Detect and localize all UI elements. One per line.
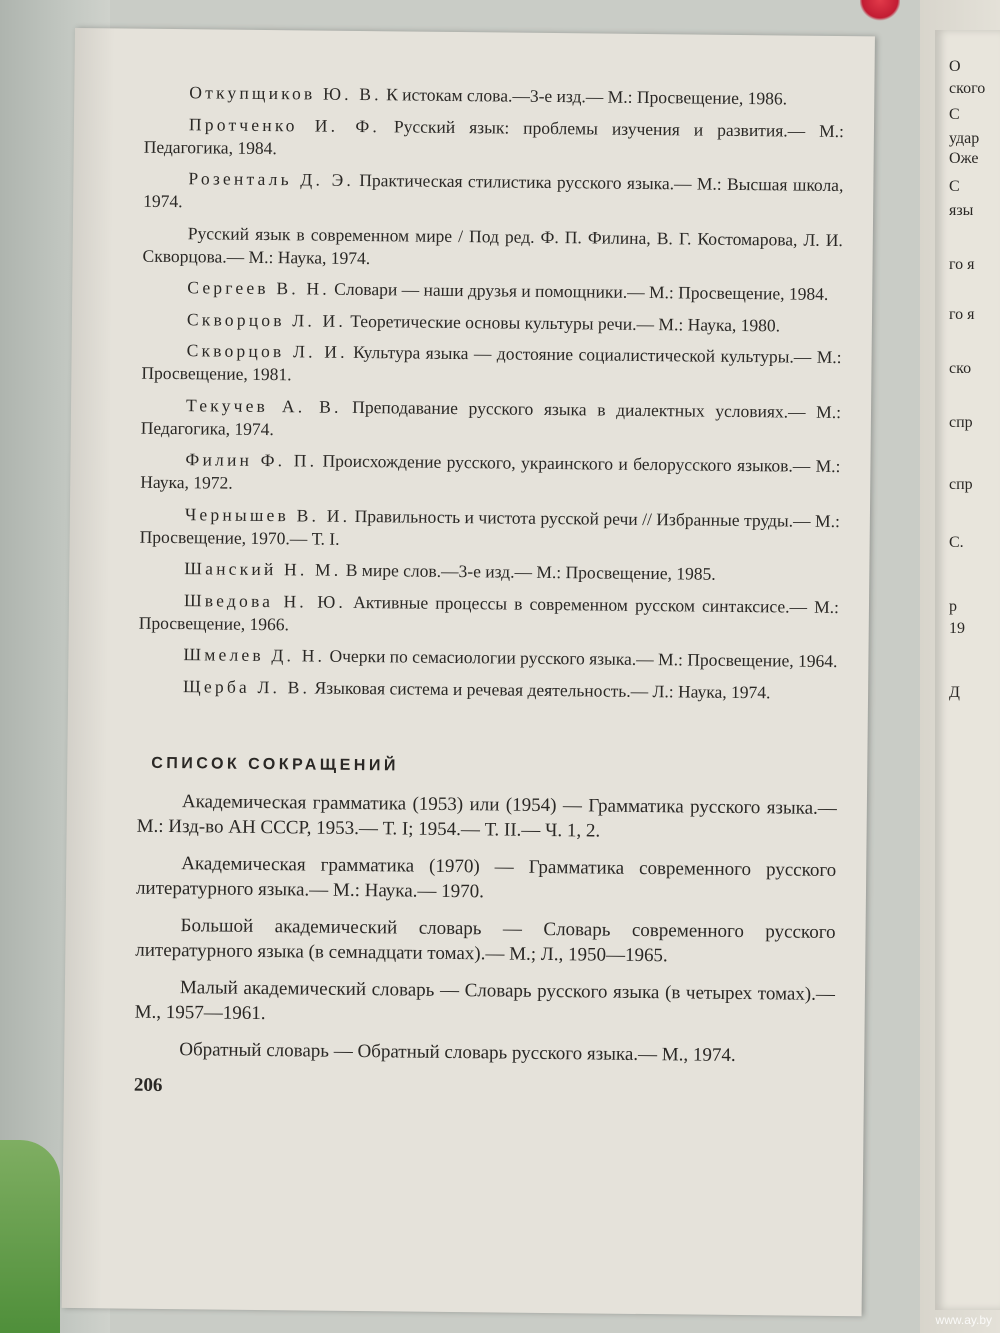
entry-author: Сергеев В. Н. bbox=[187, 277, 330, 299]
entry-text: Русский язык в современном мире / Под ред. Ф. П. Филина, В. Г. Костомарова, Л. И. Скворцова.— М.: Наука, 1974. bbox=[142, 222, 843, 268]
facing-page-fragment: С. bbox=[949, 534, 964, 551]
bibliography-entry bbox=[138, 643, 838, 673]
bibliography-entry bbox=[142, 276, 842, 306]
bibliography-entry bbox=[141, 339, 841, 392]
entry-author: Филин Ф. П. bbox=[185, 449, 318, 471]
section-title: СПИСОК СОКРАЩЕНИЙ bbox=[151, 754, 399, 774]
bibliography-entry bbox=[139, 588, 839, 641]
facing-page-fragment: ского bbox=[949, 80, 986, 97]
background-flower bbox=[860, 0, 900, 22]
facing-page-fragment: Оже bbox=[949, 150, 979, 167]
facing-page-fragment: р bbox=[949, 598, 957, 615]
entry-text: Очерки по семасиологии русского языка.— М.: Просвещение, 1964. bbox=[325, 645, 838, 672]
entry-text: Словари — наши друзья и помощники.— М.: Просвещение, 1984. bbox=[329, 278, 829, 304]
facing-page-fragment: спр bbox=[949, 414, 973, 431]
abbreviation-entry: Академическая грамматика (1953) или (1954) — Грамматика русского языка.— М.: Изд-во АН СССР, 1953.— Т. I; 1954.— Т. II.— Ч. 1, 2. bbox=[136, 790, 837, 842]
facing-page-fragment: язы bbox=[949, 202, 974, 219]
entry-text: Теоретические основы культуры речи.— М.: Наука, 1980. bbox=[345, 310, 781, 335]
entry-author: Шанский Н. М. bbox=[184, 558, 342, 580]
bibliography-entry bbox=[144, 81, 844, 111]
facing-page-fragment: спр bbox=[949, 476, 973, 493]
entry-author: Скворцов Л. И. bbox=[186, 340, 348, 362]
bibliography-entry bbox=[142, 307, 842, 337]
entry-author: Розенталь Д. Э. bbox=[188, 168, 355, 190]
entry-author: Шведова Н. Ю. bbox=[183, 589, 347, 612]
entry-text: Русский язык: проблемы изучения и развития.— М.: Педагогика, 1984. bbox=[143, 115, 845, 158]
facing-page-fragment: Д bbox=[949, 684, 960, 701]
entry-author: Протченко И. Ф. bbox=[188, 113, 381, 136]
abbreviation-entry: Обратный словарь — Обратный словарь русского языка.— М., 1974. bbox=[179, 1038, 736, 1066]
entry-text: К истокам слова.—3-е изд.— М.: Просвещение, 1986. bbox=[381, 84, 788, 109]
bibliography-entry bbox=[142, 221, 842, 274]
bibliography-entry bbox=[144, 112, 844, 165]
abbreviation-entry: Большой академический словарь — Словарь современного русского литературного языка (в семнадцати томах).— М.; Л., 1950—1965. bbox=[135, 914, 836, 966]
entry-author: Текучев А. В. bbox=[185, 394, 342, 417]
entry-text: Преподавание русского языка в диалектных условиях.— М.: Педагогика, 1974. bbox=[140, 396, 842, 439]
entry-text: Правильность и чистота русской речи // Избранные труды.— М.: Просвещение, 1970.— Т. I. bbox=[139, 505, 840, 549]
facing-page bbox=[935, 30, 1000, 1310]
entry-text: Практическая стилистика русского языка.— М.: Высшая школа, 1974. bbox=[143, 169, 844, 212]
bibliography-entry bbox=[140, 502, 840, 555]
entry-text: В мире слов.—3-е изд.— М.: Просвещение, 1985. bbox=[341, 559, 716, 584]
entry-text: Происхождение русского, украинского и белорусского языков.— М.: Наука, 1972. bbox=[140, 450, 841, 493]
book-page bbox=[62, 28, 875, 1316]
entry-text: Культура языка — достояние социалистической культуры.— М.: Просвещение, 1981. bbox=[141, 341, 842, 385]
entry-author: Шмелев Д. Н. bbox=[183, 644, 326, 666]
entry-author: Откупщиков Ю. В. bbox=[189, 82, 382, 105]
bibliography-entry bbox=[139, 557, 839, 587]
facing-page-fragment: го я bbox=[949, 256, 975, 273]
entry-text: Активные процессы в современном русском синтаксисе.— М.: Просвещение, 1966. bbox=[138, 591, 840, 634]
bibliography-entry bbox=[140, 448, 840, 501]
facing-page-fragment: 19 bbox=[949, 620, 965, 637]
bibliography-entry bbox=[138, 674, 838, 704]
bibliography-entry bbox=[143, 167, 843, 220]
facing-page-fragment: С bbox=[949, 178, 960, 195]
entry-text: Языковая система и речевая деятельность.— Л.: Наука, 1974. bbox=[310, 676, 771, 702]
facing-page-fragment: ско bbox=[949, 360, 972, 377]
abbreviations-list bbox=[134, 788, 837, 1068]
facing-page-fragment: го я bbox=[949, 306, 975, 323]
page-number: 206 bbox=[133, 1074, 163, 1096]
facing-page-fragment: О bbox=[949, 58, 961, 75]
watermark: www.ay.by bbox=[935, 1313, 992, 1327]
entry-author: Чернышев В. И. bbox=[184, 503, 351, 526]
entry-author: Щерба Л. В. bbox=[183, 675, 311, 697]
page-content bbox=[134, 81, 845, 1104]
bibliography-list bbox=[138, 81, 844, 705]
background-plant bbox=[0, 1140, 60, 1333]
abbreviation-entry: Академическая грамматика (1970) — Грамматика современного русского литературного языка.— М.: Наука.— 1970. bbox=[135, 852, 837, 902]
facing-page-fragment: С bbox=[949, 106, 960, 123]
entry-author: Скворцов Л. И. bbox=[186, 308, 347, 331]
facing-page-fragment: удар bbox=[949, 130, 980, 147]
bibliography-entry bbox=[141, 393, 841, 446]
abbreviation-entry: Малый академический словарь — Словарь русского языка (в четырех томах).— М., 1957—1961. bbox=[134, 976, 836, 1024]
